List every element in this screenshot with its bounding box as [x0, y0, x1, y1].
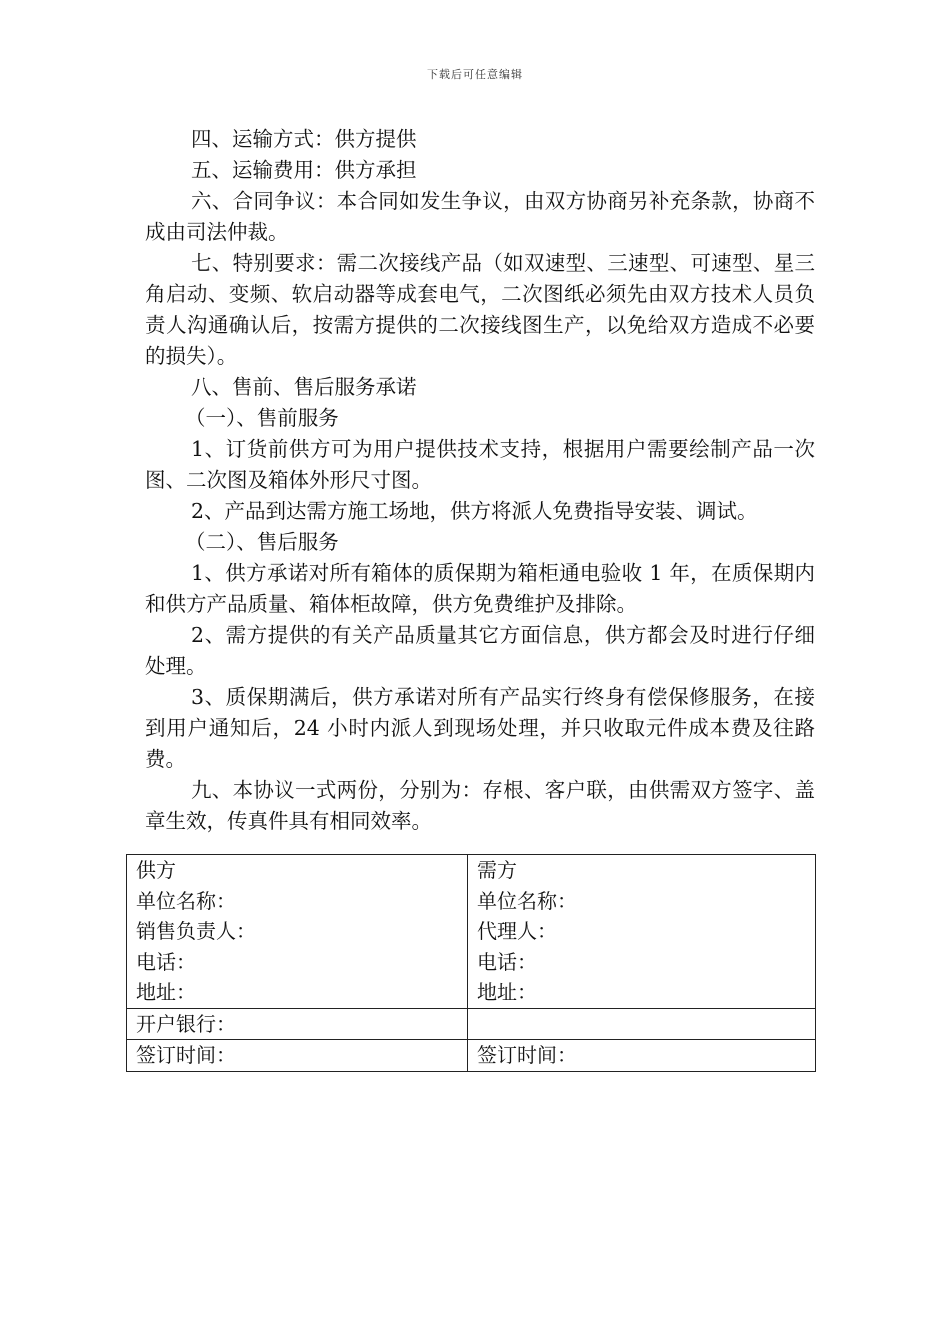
clause-copies: 九、本协议一式两份，分别为：存根、客户联，由供需双方签字、盖章生效，传真件具有相同效率。 — [145, 778, 815, 833]
party-info-row — [127, 855, 816, 1009]
contract-body — [145, 124, 815, 837]
page-header: 下载后可任意编辑 — [427, 68, 523, 81]
bank-label: 开户银行： — [127, 1008, 468, 1040]
buyer-sign-time: 签订时间： — [468, 1040, 816, 1072]
buyer-unit-name: 单位名称： — [477, 888, 577, 913]
buyer-title: 需方 — [477, 858, 517, 882]
aftersale-item-2: 2、需方提供的有关产品质量其它方面信息，供方都会及时进行仔细处理。 — [145, 623, 815, 678]
clause-service-commitment: 八、售前、售后服务承诺 — [191, 375, 417, 399]
buyer-address: 地址： — [477, 980, 537, 1004]
buyer-agent: 代理人： — [477, 919, 557, 943]
buyer-phone: 电话： — [477, 949, 537, 974]
aftersale-item-1: 1、供方承诺对所有箱体的质保期为箱柜通电验收 1 年，在质保期内和供方产品质量、箱体柜故障，供方免费维护及排除。 — [145, 561, 815, 616]
clause-transport-cost: 五、运输费用：供方承担 — [191, 158, 417, 182]
supplier-unit-name: 单位名称： — [136, 888, 236, 913]
bank-row — [127, 1008, 816, 1040]
clause-transport-method: 四、运输方式：供方提供 — [191, 127, 417, 151]
section-aftersale: （二）、售后服务 — [185, 530, 339, 554]
signature-table — [126, 854, 816, 1072]
clause-dispute: 六、合同争议：本合同如发生争议，由双方协商另补充条款，协商不成由司法仲裁。 — [145, 189, 815, 244]
presale-item-2: 2、产品到达需方施工场地，供方将派人免费指导安装、调试。 — [191, 499, 758, 523]
supplier-sales-manager: 销售负责人： — [136, 919, 256, 943]
supplier-phone: 电话： — [136, 949, 196, 974]
section-presale: （一）、售前服务 — [185, 406, 339, 430]
supplier-title: 供方 — [136, 858, 176, 882]
supplier-address: 地址： — [136, 980, 196, 1004]
clause-special-requirements: 七、特别要求：需二次接线产品（如双速型、三速型、可速型、星三角启动、变频、软启动器等成套电气，二次图纸必须先由双方技术人员负责人沟通确认后，按需方提供的二次接线图生产，以免给双方造成不必要的损失）。 — [145, 251, 815, 368]
presale-item-1: 1、订货前供方可为用户提供技术支持，根据用户需要绘制产品一次图、二次图及箱体外形尺寸图。 — [145, 437, 815, 492]
buyer-cell — [468, 855, 816, 1009]
bank-value — [468, 1008, 816, 1040]
aftersale-item-3: 3、质保期满后，供方承诺对所有产品实行终身有偿保修服务，在接到用户通知后，24 小时内派人到现场处理，并只收取元件成本费及往路费。 — [145, 685, 815, 771]
sign-time-row — [127, 1040, 816, 1072]
supplier-cell — [127, 855, 468, 1009]
supplier-sign-time: 签订时间： — [127, 1040, 468, 1072]
